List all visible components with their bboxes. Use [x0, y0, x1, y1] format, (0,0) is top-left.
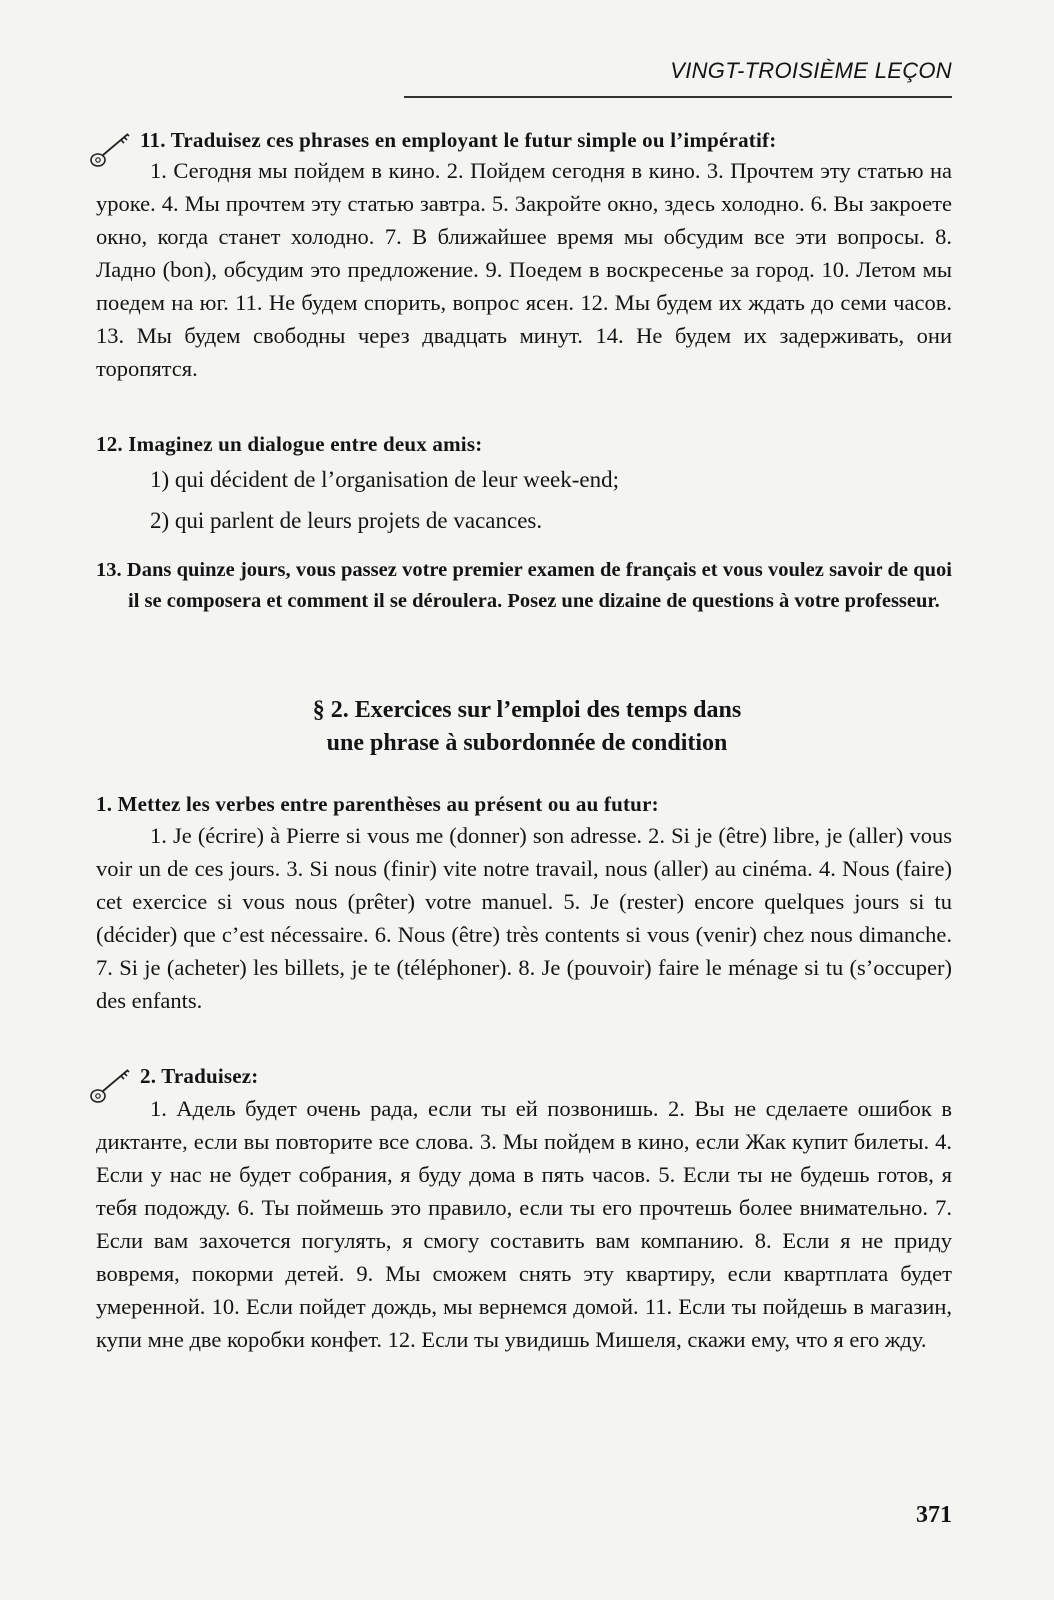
exercise-1-text: 1. Je (écrire) à Pierre si vous me (donner) son adresse. 2. Si je (être) libre, je (aller) vous voir un de ces jours. 3. Si nous (finir) vite notre travail, nous (aller) au cinéma. 4. Nous (faire) cet exercice si vous nous (prêter) votre manuel. 5. Je (rester) encore quelques jours si tu (décider) que c’est nécessaire. 6. Nous (être) très contents si vous (venir) chez nous dimanche. 7. Si je (acheter) les billets, je te (téléphoner). 8. Je (pouvoir) faire le ménage si tu (s’occuper) des enfants. — [96, 823, 952, 1013]
exercise-11-heading: 11. Traduisez ces phrases en employant le futur simple ou l’impératif: — [140, 128, 777, 152]
exercise-2-heading: 2. Traduisez: — [140, 1064, 259, 1088]
exercise-12-item-2: 2) qui parlent de leurs projets de vacances. — [150, 508, 543, 533]
exercise-1-heading: 1. Mettez les verbes entre parenthèses au présent ou au futur: — [96, 792, 659, 816]
section-heading-line-2: une phrase à subordonnée de condition — [326, 730, 728, 756]
exercise-12-item-1: 1) qui décident de l’organisation de leur week-end; — [150, 467, 619, 492]
exercise-12-heading: 12. Imaginez un dialogue entre deux amis: — [96, 432, 483, 456]
running-header: VINGT-TROISIÈME LEÇON — [670, 58, 952, 83]
section-heading-line-1: § 2. Exercices sur l’emploi des temps dans — [312, 697, 742, 723]
header-rule — [404, 96, 952, 98]
page-number: 371 — [916, 1502, 952, 1528]
section-heading — [0, 694, 1054, 760]
exercise-11-text: 1. Сегодня мы пойдем в кино. 2. Пойдем сегодня в кино. 3. Прочтем эту статью на уроке. 4. Мы прочтем эту статью завтра. 5. Закройте окно, здесь холодно. 6. Вы закроете окно, когда станет холодно. 7. В ближайшее время мы обсудим все эти вопросы. 8. Ладно (bon), обсудим это предложение. 9. Поедем в воскресенье за город. 10. Летом мы поедем на юг. 11. Не будем спорить, вопрос ясен. 12. Мы будем их ждать до семи часов. 13. Мы будем свободны через двадцать минут. 14. Не будем их задерживать, они торопятся. — [96, 158, 952, 381]
exercise-13-text: 13. Dans quinze jours, vous passez votre premier examen de français et vous voulez savoir de quoi il se composera et comment il se déroulera. Posez une dizaine de questions à votre professeur. — [96, 559, 952, 612]
exercise-2-text: 1. Адель будет очень рада, если ты ей позвонишь. 2. Вы не сделаете ошибок в диктанте, если вы повторите все слова. 3. Мы пойдем в кино, если Жак купит билеты. 4. Если у нас не будет собрания, я буду дома в пять часов. 5. Если ты не будешь готов, я тебя подожду. 6. Ты поймешь это правило, если ты его прочтешь более внимательно. 7. Если вам захочется погулять, я смогу составить вам компанию. 8. Если я не приду вовремя, покорми детей. 9. Мы сможем снять эту квартиру, если квартплата будет умеренной. 10. Если пойдет дождь, мы вернемся домой. 11. Если ты пойдешь в магазин, купи мне две коробки конфет. 12. Если ты увидишь Мишеля, скажи ему, что я его жду. — [96, 1096, 952, 1352]
